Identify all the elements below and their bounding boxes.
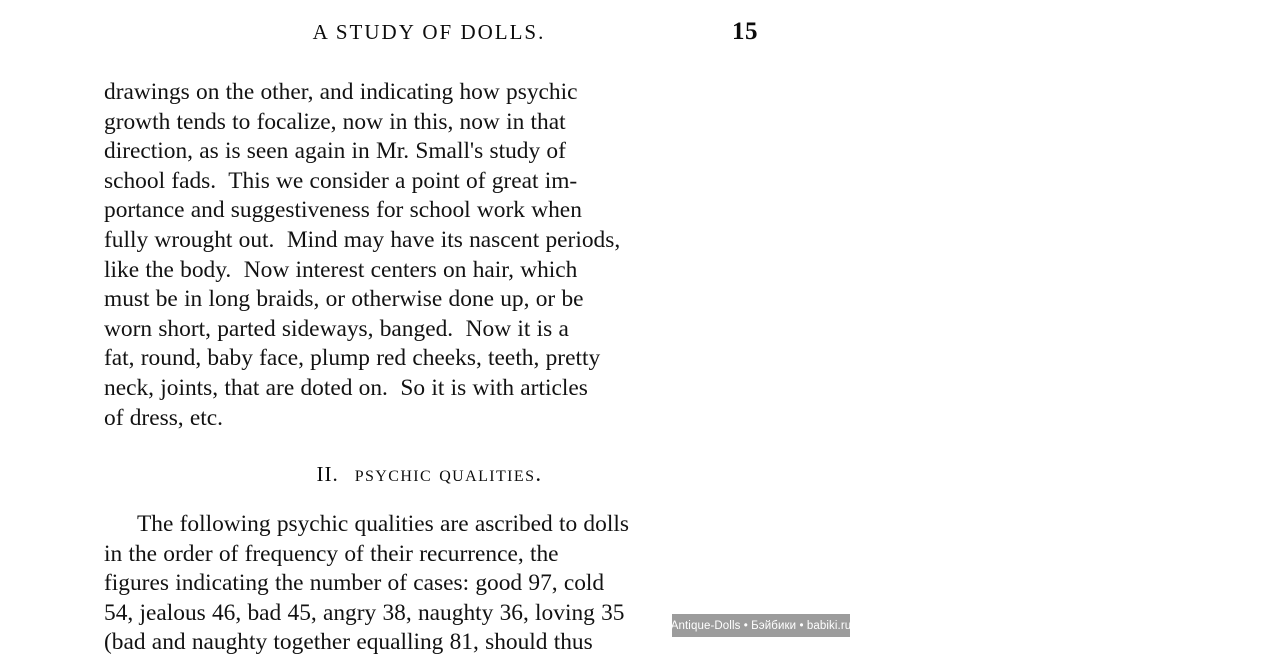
- text-line: worn short, parted sideways, banged. Now it is a: [104, 315, 569, 342]
- text-line: direction, as is seen again in Mr. Small's study of: [104, 138, 566, 165]
- text-line: portance and suggestiveness for school work when: [104, 197, 582, 224]
- body-text-column-one: [104, 78, 755, 433]
- text-line: of dress, etc.: [104, 404, 224, 431]
- body-text-column-two: [104, 510, 755, 658]
- page-number: 15: [732, 18, 758, 45]
- text-line: neck, joints, that are doted on. So it is with articles: [104, 374, 588, 401]
- text-line: fully wrought out. Mind may have its nascent periods,: [104, 226, 621, 253]
- paragraph-two: [104, 510, 755, 658]
- running-head: [104, 18, 758, 50]
- text-line: like the body. Now interest centers on hair, which: [104, 256, 578, 283]
- text-line: must be in long braids, or otherwise done up, or be: [104, 286, 584, 313]
- section-numeral: II.: [316, 462, 339, 486]
- text-line: figures indicating the number of cases: good 97, cold: [104, 570, 605, 597]
- text-line: (bad and naughty together equalling 81, should thus: [104, 629, 593, 656]
- section-title: psychic qualities.: [354, 461, 543, 486]
- running-head-title: A STUDY OF DOLLS.: [312, 20, 546, 44]
- text-line: drawings on the other, and indicating how psychic: [104, 79, 578, 105]
- paragraph-one: [104, 78, 755, 433]
- text-line: growth tends to focalize, now in this, now in that: [104, 108, 566, 135]
- text-line: school fads. This we consider a point of great im-: [104, 167, 578, 194]
- text-line: in the order of frequency of their recurrence, the: [104, 540, 559, 567]
- text-line: The following psychic qualities are ascribed to dolls: [137, 511, 629, 537]
- watermark-text: Antique-Dolls • Бэйбики • babiki.ru: [670, 619, 852, 632]
- section-heading: [104, 461, 755, 487]
- text-line: 54, jealous 46, bad 45, angry 38, naughty 36, loving 35: [104, 599, 625, 626]
- text-line: fat, round, baby face, plump red cheeks, teeth, pretty: [104, 345, 601, 372]
